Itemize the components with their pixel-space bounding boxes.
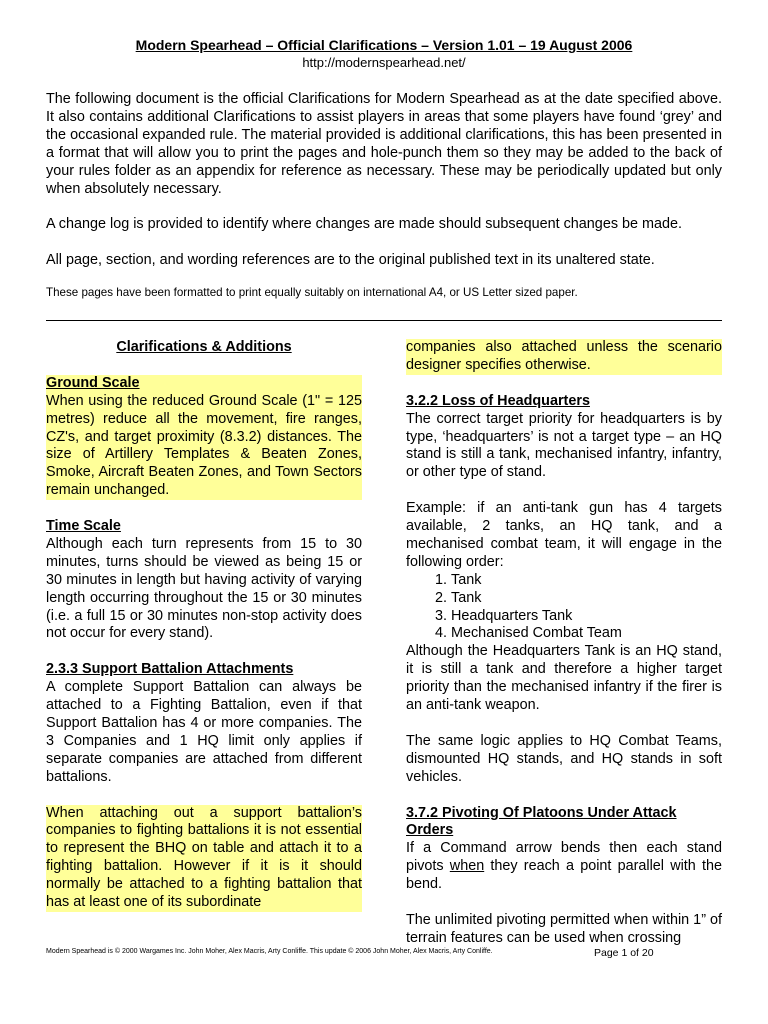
section-title: Clarifications & Additions bbox=[116, 339, 292, 355]
loss-of-hq-text: The correct target priority for headquarters is by type, ‘headquarters’ is not a target type – an HQ stand is still a tank, mechanised infantry, infantry, or other type of stand. bbox=[406, 410, 722, 481]
intro-paragraph: The following document is the official Clarifications for Modern Spearhead as at the date specified above. It also contains additional Clarifications to assist players in areas that some players have found ‘grey’ and the occasional expanded rule. The material provided is additional clarifications, this has been presented in a format that will allow you to print the pages and hole-punch them so they may be added to the back of your rules folder as an appendix for reference as necessary. These may be periodically updated but only when absolutely necessary. bbox=[46, 91, 722, 197]
list-item: 3. Headquarters Tank bbox=[451, 608, 722, 626]
website-url[interactable]: http://modernspearhead.net/ bbox=[302, 55, 466, 70]
list-item: 4. Mechanised Combat Team bbox=[451, 625, 722, 643]
right-column bbox=[406, 339, 722, 948]
example-text: Example: if an anti-tank gun has 4 targets available, 2 tanks, an HQ tank, and a mechanised combat team, it will engage in the following order: bbox=[406, 500, 722, 570]
references-paragraph: All page, section, and wording references are to the original published text in its unaltered state. bbox=[46, 252, 655, 268]
left-column bbox=[46, 339, 362, 912]
when-underlined: when bbox=[449, 858, 485, 875]
unlimited-pivoting-text: The unlimited pivoting permitted when within 1” of terrain features can be used when crossing bbox=[406, 911, 722, 946]
ground-scale-text: When using the reduced Ground Scale (1" = 125 metres) reduce all the movement, fire ranges, CZ's, and target proximity (8.3.2) distances. The size of Artillery Templates & Beaten Zones, Smoke, Aircraft Beaten Zones, and Town Sectors remain unchanged. bbox=[46, 392, 362, 499]
target-order-list bbox=[406, 572, 722, 644]
same-logic-text: The same logic applies to HQ Combat Teams, dismounted HQ stands, and HQ stands in soft vehicles. bbox=[406, 732, 722, 785]
after-list-text: Although the Headquarters Tank is an HQ stand, it is still a tank and therefore a higher target priority than the mechanised infantry if the firer is an anti-tank weapon. bbox=[406, 643, 722, 714]
pivoting-heading: 3.7.2 Pivoting Of Platoons Under Attack Orders bbox=[406, 804, 677, 839]
support-attachments-highlight: When attaching out a support battalion’s companies to fighting battalions it is not essential to represent the BHQ on table and attach it to a fighting battalion. However if it is it should normally be attached to a fighting battalion that has at least one of its subordinate bbox=[46, 804, 362, 911]
pivoting-text: If a Command arrow bends then each stand pivots when they reach a point parallel with the bend. bbox=[406, 840, 722, 893]
page-number: Page 1 of 20 bbox=[594, 947, 654, 959]
format-note: These pages have been formatted to print equally suitably on international A4, or US Letter sized paper. bbox=[46, 286, 578, 299]
time-scale-text: Although each turn represents from 15 to 30 minutes, turns should be viewed as being 15 or 30 minutes in length but having activity of varying length occurring throughout the 15 or 30 minutes (i.e. a full 15 or 30 minutes non-stop activity does not occur for every stand). bbox=[46, 535, 362, 642]
section-divider bbox=[46, 320, 722, 321]
support-attachments-text: A complete Support Battalion can always be attached to a Fighting Battalion, even if that Support Battalion has 4 or more companies. The 3 Companies and 1 HQ limit only applies if separate companies are attached from different battalions. bbox=[46, 679, 362, 785]
loss-of-hq-heading: 3.2.2 Loss of Headquarters bbox=[406, 392, 590, 409]
copyright-footer: Modern Spearhead is © 2000 Wargames Inc. John Moher, Alex Macris, Arty Conliffe. This update © 2006 John Moher, Alex Macris, Arty Conliffe. bbox=[46, 948, 493, 955]
support-attachments-heading: 2.3.3 Support Battalion Attachments bbox=[46, 661, 294, 678]
change-log-paragraph: A change log is provided to identify where changes are made should subsequent changes be made. bbox=[46, 216, 683, 232]
continued-highlight: companies also attached unless the scenario designer specifies otherwise. bbox=[406, 339, 722, 373]
document-title: Modern Spearhead – Official Clarifications – Version 1.01 – 19 August 2006 bbox=[135, 37, 633, 53]
list-item: 2. Tank bbox=[451, 590, 722, 608]
ground-scale-heading: Ground Scale bbox=[46, 374, 140, 391]
ground-scale-block bbox=[46, 375, 362, 500]
time-scale-heading: Time Scale bbox=[46, 518, 121, 535]
list-item: 1. Tank bbox=[451, 572, 722, 590]
